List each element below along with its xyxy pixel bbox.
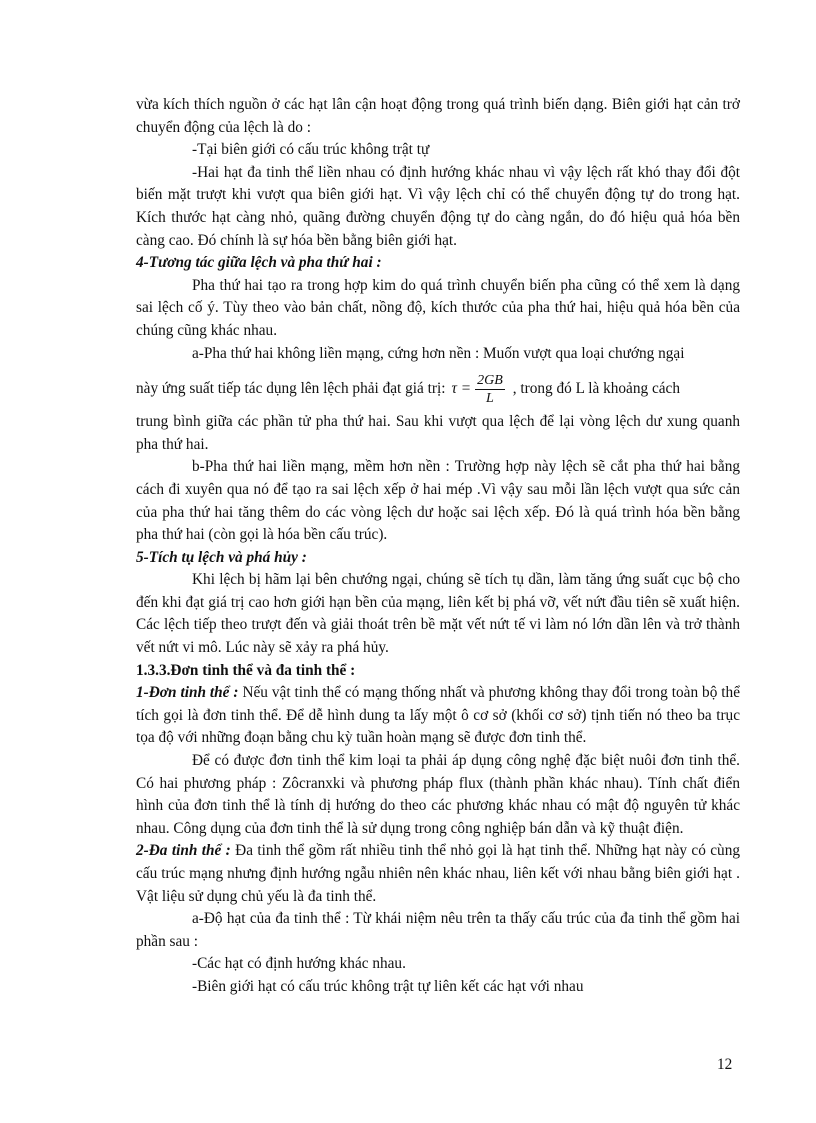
- paragraph-text: Nếu vật tinh thể có mạng thống nhất và phương không thay đổi trong toàn bộ thể tích gọi là đơn tinh thể. Để dễ hình dung ta lấy một ô cơ sở (khối cơ sở) tịnh tiến nó theo ba trục tọa độ với những đoạn bằng chu kỳ tuần hoàn mạng sẽ được đơn tinh thể.: [136, 684, 740, 747]
- paragraph: [136, 840, 740, 908]
- formula-fraction: [475, 372, 505, 407]
- formula-trail-text: , trong đó L là khoảng cách: [512, 379, 680, 397]
- list-item: -Biên giới hạt có cấu trúc không trật tự liên kết các hạt với nhau: [192, 977, 584, 995]
- section-heading-5: 5-Tích tụ lệch và phá hủy :: [136, 548, 307, 566]
- paragraph-text: Đa tinh thể gồm rất nhiều tinh thể nhỏ gọi là hạt tinh thể. Những hạt này có cùng cấu trúc mạng nhưng định hướng ngẫu nhiên nên khác nhau, liên kết với nhau bằng biên giới hạt . Vật liệu sử dụng chủ yếu là đa tinh thể.: [136, 842, 740, 905]
- paragraph: Để có được đơn tinh thể kim loại ta phải áp dụng công nghệ đặc biệt nuôi đơn tinh thể. Có hai phương pháp : Zôcranxki và phương pháp flux (thành phần khác nhau). Tính chất điển hình của đơn tinh thể là tính dị hướng do theo các phương khác nhau có mật độ nguyên tử khác nhau. Công dụng của đơn tinh thể là sử dụng trong công nghiệp bán dẫn và kỹ thuật điện.: [136, 752, 740, 837]
- formula-denominator: L: [486, 390, 494, 406]
- page-number: 12: [717, 1056, 733, 1073]
- list-item: -Các hạt có định hướng khác nhau.: [192, 955, 406, 973]
- inline-heading: 2-Đa tinh thể :: [136, 842, 231, 860]
- paragraph: trung bình giữa các phần tử pha thứ hai. Sau khi vượt qua lệch để lại vòng lệch dư xung quanh pha thứ hai.: [136, 413, 740, 453]
- formula-line: [136, 367, 740, 411]
- paragraph: [136, 682, 740, 750]
- formula-lead-text: này ứng suất tiếp tác dụng lên lệch phải đạt giá trị:: [136, 379, 446, 397]
- section-heading-133: 1.3.3.Đơn tinh thể và đa tinh thể :: [136, 661, 356, 679]
- paragraph: a-Độ hạt của đa tinh thể : Từ khái niệm nêu trên ta thấy cấu trúc của đa tinh thể gồm hai phần sau :: [136, 910, 740, 950]
- paragraph: b-Pha thứ hai liền mạng, mềm hơn nền : Trường hợp này lệch sẽ cắt pha thứ hai bằng cách đi xuyên qua nó để tạo ra sai lệch xếp ở hai mép .Vì vậy sau mỗi lần lệch vượt qua sức cản của pha thứ hai tăng thêm do các vòng lệch dư hoặc sai lệch xếp. Đó là quá trình hóa bền bằng pha thứ hai (còn gọi là hóa bền cấu trúc).: [136, 458, 740, 544]
- paragraph: a-Pha thứ hai không liền mạng, cứng hơn nền : Muốn vượt qua loại chướng ngại: [192, 344, 685, 362]
- section-heading-4: 4-Tương tác giữa lệch và pha thứ hai :: [136, 254, 382, 272]
- formula-numerator: 2GB: [477, 372, 503, 388]
- document-body: [136, 94, 740, 999]
- list-item: -Tại biên giới có cấu trúc không trật tự: [192, 141, 430, 159]
- paragraph: Pha thứ hai tạo ra trong hợp kim do quá trình chuyển biến pha cũng có thể xem là dạng sai lệch cố ý. Tùy theo vào bản chất, nồng độ, kích thước của pha thứ hai, hiệu quả hóa bền của chúng cũng khác nhau.: [136, 276, 740, 339]
- paragraph: Khi lệch bị hãm lại bên chướng ngại, chúng sẽ tích tụ dần, làm tăng ứng suất cục bộ cho đến khi đạt giá trị cao hơn giới hạn bền của mạng, liên kết bị phá vỡ, vết nứt đầu tiên sẽ xuất hiện. Các lệch tiếp theo trượt đến và giải thoát trên bề mặt vết nứt tế vi làm nó lớn dần lên và trở thành vết nứt vi mô. Lúc này sẽ xảy ra phá hủy.: [136, 571, 740, 657]
- formula-tau: τ =: [451, 379, 472, 397]
- paragraph: vừa kích thích nguồn ở các hạt lân cận hoạt động trong quá trình biến dạng. Biên giới hạt cản trở chuyển động của lệch là do :: [136, 96, 740, 136]
- paragraph: -Hai hạt đa tinh thể liền nhau có định hướng khác nhau vì vậy lệch rất khó thay đổi đột biến mặt trượt khi vượt qua biên giới hạt. Vì vậy lệch chỉ có thể chuyển động tự do trong hạt. Kích thước hạt càng nhỏ, quãng đường chuyển động tự do càng ngắn, do đó hiệu quả hóa bền càng cao. Đó chính là sự hóa bền bằng biên giới hạt.: [136, 163, 740, 249]
- inline-heading: 1-Đơn tinh thể :: [136, 684, 239, 702]
